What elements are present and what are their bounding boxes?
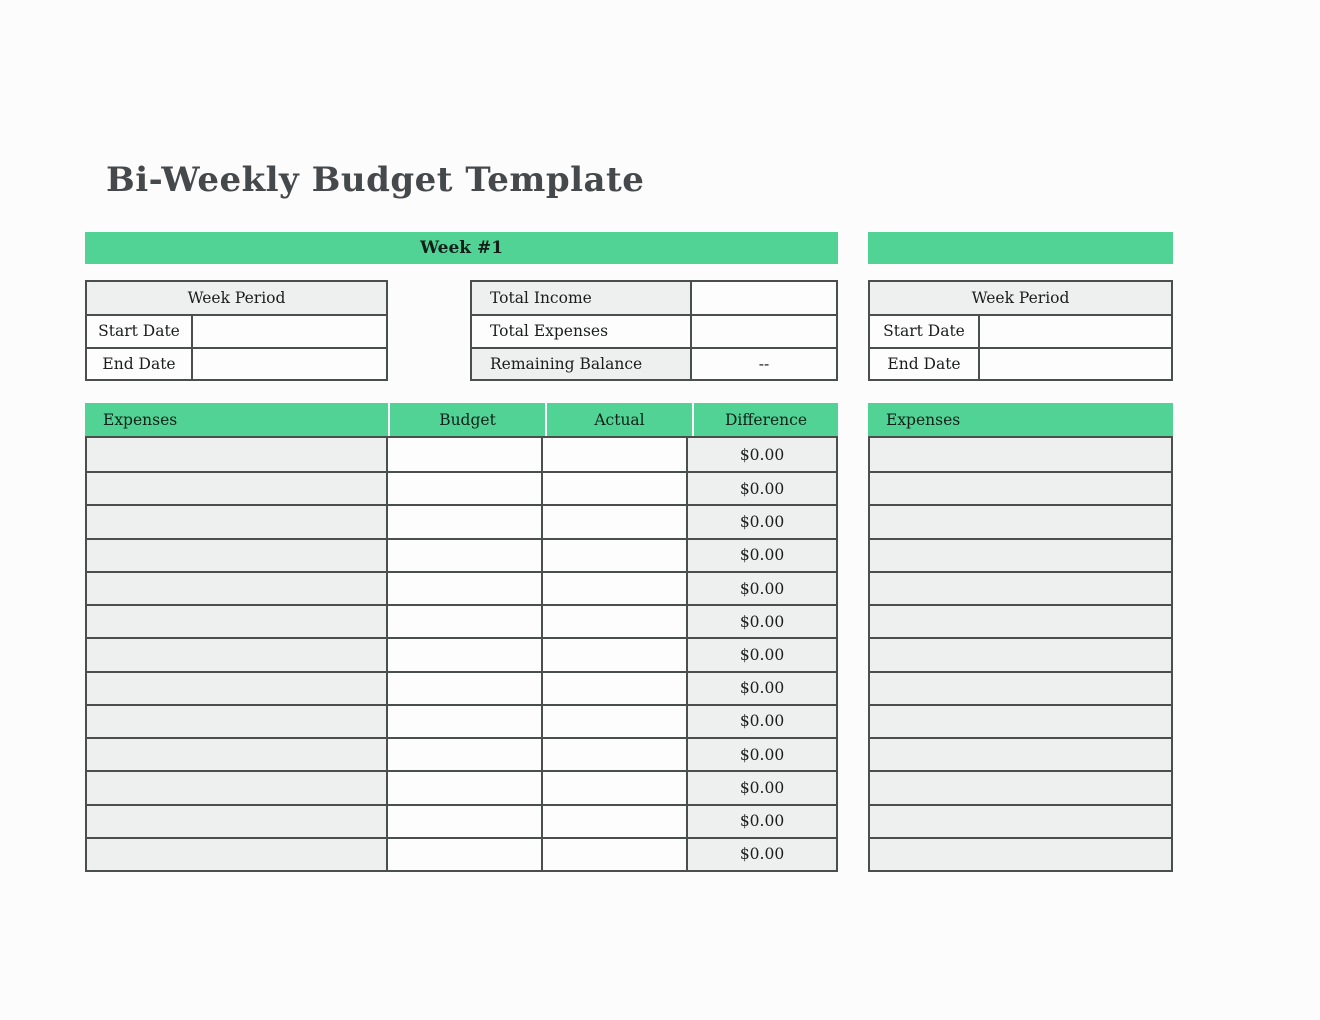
expense-name-cell[interactable] <box>87 573 388 604</box>
budget-cell[interactable] <box>388 606 543 637</box>
budget-cell[interactable] <box>388 839 543 870</box>
actual-cell[interactable] <box>543 739 688 770</box>
actual-cell[interactable] <box>543 573 688 604</box>
total-expenses-value[interactable] <box>692 316 836 346</box>
difference-cell: $0.00 <box>688 606 836 637</box>
expense-name-cell[interactable] <box>870 540 1171 571</box>
expense-name-cell[interactable] <box>87 506 388 537</box>
expense-name-cell[interactable] <box>87 806 388 837</box>
difference-cell: $0.00 <box>688 639 836 670</box>
budget-cell[interactable] <box>388 639 543 670</box>
table-row <box>870 804 1171 837</box>
table-row <box>87 704 836 737</box>
table-row <box>870 571 1171 604</box>
budget-cell[interactable] <box>388 673 543 704</box>
difference-cell: $0.00 <box>688 806 836 837</box>
difference-cell: $0.00 <box>688 739 836 770</box>
table-row <box>87 571 836 604</box>
difference-cell: $0.00 <box>688 706 836 737</box>
budget-cell[interactable] <box>388 506 543 537</box>
expense-name-cell[interactable] <box>87 673 388 704</box>
table-row <box>87 837 836 870</box>
table-row <box>870 347 1171 379</box>
difference-cell: $0.00 <box>688 540 836 571</box>
actual-cell[interactable] <box>543 438 688 471</box>
expense-name-cell[interactable] <box>87 473 388 504</box>
budget-cell[interactable] <box>388 573 543 604</box>
table-row <box>870 671 1171 704</box>
expense-name-cell[interactable] <box>870 739 1171 770</box>
table-row <box>870 538 1171 571</box>
actual-cell[interactable] <box>543 540 688 571</box>
table-row <box>87 737 836 770</box>
remaining-balance-label: Remaining Balance <box>472 349 692 379</box>
table-row <box>870 504 1171 537</box>
week1-end-date-label: End Date <box>87 349 193 379</box>
week1-banner: Week #1 <box>85 232 838 264</box>
week1-expenses-header <box>85 403 838 436</box>
expense-name-cell[interactable] <box>870 772 1171 803</box>
table-row <box>87 504 836 537</box>
expense-name-cell[interactable] <box>87 438 388 471</box>
column-header-actual: Actual <box>547 403 692 436</box>
difference-cell: $0.00 <box>688 839 836 870</box>
table-row <box>87 347 386 379</box>
difference-cell: $0.00 <box>688 772 836 803</box>
actual-cell[interactable] <box>543 606 688 637</box>
week2-end-date-value[interactable] <box>980 349 1171 379</box>
week2-period-table <box>868 280 1173 381</box>
expense-name-cell[interactable] <box>870 438 1171 471</box>
table-row <box>87 770 836 803</box>
week1-period-table <box>85 280 388 381</box>
difference-cell: $0.00 <box>688 438 836 471</box>
week2-start-date-value[interactable] <box>980 316 1171 346</box>
week1-end-date-value[interactable] <box>193 349 386 379</box>
actual-cell[interactable] <box>543 639 688 670</box>
expense-name-cell[interactable] <box>870 473 1171 504</box>
expense-name-cell[interactable] <box>87 739 388 770</box>
table-row <box>870 314 1171 346</box>
table-row <box>472 314 836 346</box>
column-header-expenses: Expenses <box>868 403 1173 436</box>
budget-cell[interactable] <box>388 540 543 571</box>
page-title: Bi-Weekly Budget Template <box>106 160 645 200</box>
remaining-balance-value: -- <box>692 349 836 379</box>
expense-name-cell[interactable] <box>870 573 1171 604</box>
week2-banner <box>868 232 1173 264</box>
actual-cell[interactable] <box>543 473 688 504</box>
week1-period-header: Week Period <box>87 282 386 314</box>
difference-cell: $0.00 <box>688 506 836 537</box>
table-row <box>870 837 1171 870</box>
expense-name-cell[interactable] <box>870 706 1171 737</box>
week1-start-date-value[interactable] <box>193 316 386 346</box>
table-row <box>87 637 836 670</box>
budget-cell[interactable] <box>388 438 543 471</box>
budget-cell[interactable] <box>388 706 543 737</box>
week1-expenses-body <box>85 436 838 872</box>
table-row <box>472 282 836 314</box>
expense-name-cell[interactable] <box>870 639 1171 670</box>
budget-cell[interactable] <box>388 772 543 803</box>
budget-cell[interactable] <box>388 806 543 837</box>
table-row <box>870 471 1171 504</box>
table-row <box>870 604 1171 637</box>
difference-cell: $0.00 <box>688 473 836 504</box>
expense-name-cell[interactable] <box>87 839 388 870</box>
table-row <box>870 438 1171 471</box>
table-row <box>87 604 836 637</box>
table-row <box>87 538 836 571</box>
expense-name-cell[interactable] <box>870 606 1171 637</box>
expense-name-cell[interactable] <box>870 673 1171 704</box>
week2-end-date-label: End Date <box>870 349 980 379</box>
expense-name-cell[interactable] <box>870 506 1171 537</box>
actual-cell[interactable] <box>543 839 688 870</box>
expense-name-cell[interactable] <box>870 806 1171 837</box>
expense-name-cell[interactable] <box>87 639 388 670</box>
table-row <box>87 671 836 704</box>
totals-table <box>470 280 838 381</box>
expense-name-cell[interactable] <box>87 606 388 637</box>
table-row <box>87 438 836 471</box>
difference-cell: $0.00 <box>688 673 836 704</box>
expense-name-cell[interactable] <box>87 772 388 803</box>
expense-name-cell[interactable] <box>870 839 1171 870</box>
week1-expenses-table <box>85 403 838 872</box>
expense-name-cell[interactable] <box>87 540 388 571</box>
week2-expenses-body <box>868 436 1173 872</box>
expense-name-cell[interactable] <box>87 706 388 737</box>
week2-start-date-label: Start Date <box>870 316 980 346</box>
actual-cell[interactable] <box>543 706 688 737</box>
week2-expenses-table <box>868 403 1173 872</box>
column-header-expenses: Expenses <box>85 403 388 436</box>
table-row <box>87 471 836 504</box>
actual-cell[interactable] <box>543 506 688 537</box>
budget-cell[interactable] <box>388 473 543 504</box>
table-row <box>472 347 836 379</box>
actual-cell[interactable] <box>543 673 688 704</box>
table-row <box>870 637 1171 670</box>
table-row <box>870 704 1171 737</box>
column-header-difference: Difference <box>694 403 838 436</box>
actual-cell[interactable] <box>543 772 688 803</box>
difference-cell: $0.00 <box>688 573 836 604</box>
total-income-value[interactable] <box>692 282 836 314</box>
table-row <box>87 804 836 837</box>
actual-cell[interactable] <box>543 806 688 837</box>
week2-expenses-header <box>868 403 1173 436</box>
table-row <box>87 314 386 346</box>
column-header-budget: Budget <box>390 403 545 436</box>
table-row <box>870 737 1171 770</box>
week2-period-header: Week Period <box>870 282 1171 314</box>
total-income-label: Total Income <box>472 282 692 314</box>
week1-start-date-label: Start Date <box>87 316 193 346</box>
budget-cell[interactable] <box>388 739 543 770</box>
total-expenses-label: Total Expenses <box>472 316 692 346</box>
table-row <box>870 770 1171 803</box>
